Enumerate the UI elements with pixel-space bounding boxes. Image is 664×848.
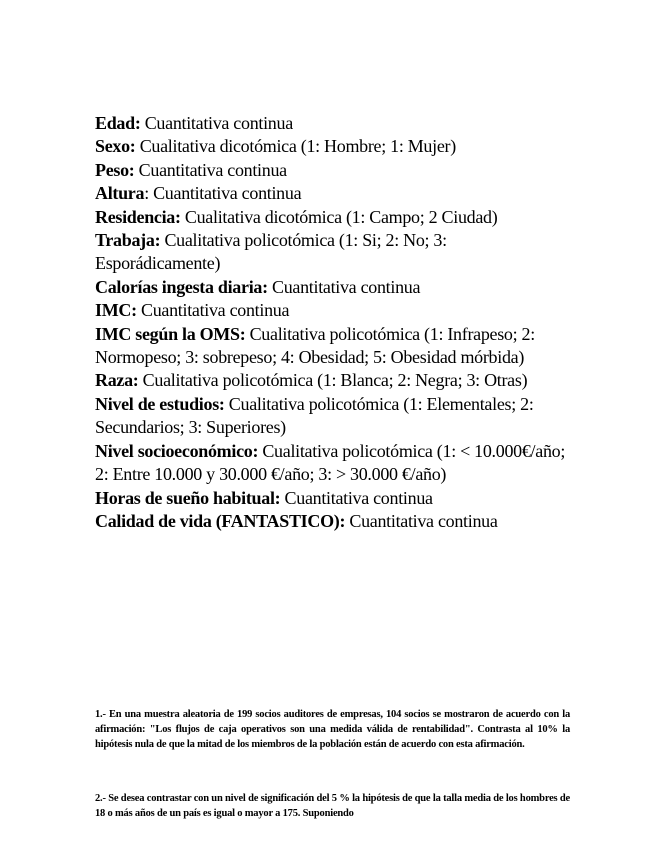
variable-description: Cualitativa policotómica (1: Elementales; 2: Secundarios; 3: Superiores) <box>95 393 534 438</box>
variable-name: Horas de sueño habitual: <box>95 487 281 508</box>
variable-name: Sexo: <box>95 136 136 157</box>
variable-description: : Cuantitativa continua <box>144 183 302 204</box>
variable-item <box>95 276 573 299</box>
variable-item <box>95 440 573 487</box>
variable-description: Cuantitativa continua <box>345 510 498 531</box>
variable-item <box>95 487 573 510</box>
variable-description: Cualitativa policotómica (1: Si; 2: No; 3: Esporádicamente) <box>95 230 447 274</box>
variable-description: Cualitativa policotómica (1: Blanca; 2: Negra; 3: Otras) <box>138 370 528 391</box>
variable-description: Cuantitativa continua <box>280 487 433 508</box>
variable-name: Raza: <box>95 370 139 391</box>
variable-item <box>95 182 573 205</box>
variable-name: IMC: <box>95 300 137 321</box>
variable-item <box>95 112 573 135</box>
variable-name: IMC según la OMS: <box>95 323 246 344</box>
variable-item <box>95 229 573 276</box>
variable-description: Cualitativa dicotómica (1: Campo; 2 Ciudad) <box>180 206 498 227</box>
variable-name: Altura <box>95 183 145 204</box>
variable-name: Calidad de vida (FANTASTICO): <box>95 510 346 531</box>
variable-name: Edad: <box>95 113 141 133</box>
variable-name: Nivel de estudios: <box>95 393 225 414</box>
variable-name: Residencia: <box>95 206 181 227</box>
variable-item <box>95 393 573 440</box>
variable-description: Cuantitativa continua <box>267 276 421 297</box>
variable-item <box>95 159 573 182</box>
variable-list <box>95 112 573 533</box>
variable-item <box>95 323 573 370</box>
variable-item <box>95 369 573 392</box>
variable-item <box>95 206 573 229</box>
variable-item <box>95 510 573 533</box>
variable-description: Cualitativa policotómica (1: < 10.000€/año; 2: Entre 10.000 y 30.000 €/año; 3: > 30.000 €/año) <box>95 440 566 485</box>
variable-item <box>95 299 573 322</box>
variable-name: Trabaja: <box>95 230 161 251</box>
exercise-1-text: 1.- En una muestra aleatoria de 199 socios auditores de empresas, 104 socios se mostraron de acuerdo con la afirmación: "Los flujos de caja operativos son una medida válida de rentabilidad". Contrasta al 10% la hipótesis nula de que la mitad de los miembros de la población están de acuerdo con esta afirmación. <box>95 708 570 750</box>
variable-name: Calorías ingesta diaria: <box>95 276 268 297</box>
variable-name: Nivel socioeconómico: <box>95 440 259 461</box>
exercise-2-text: 2.- Se desea contrastar con un nivel de significación del 5 % la hipótesis de que la talla media de los hombres de 18 o más años de un país es igual o mayor a 175. Suponiendo <box>95 792 570 819</box>
variable-description: Cuantitativa continua <box>140 113 293 133</box>
variable-item <box>95 135 573 158</box>
variable-description: Cuantitativa continua <box>136 300 290 321</box>
variable-name: Peso: <box>95 159 135 180</box>
variable-description: Cualitativa dicotómica (1: Hombre; 1: Mujer) <box>135 136 456 157</box>
variable-description: Cualitativa policotómica (1: Infrapeso; 2: Normopeso; 3: sobrepeso; 4: Obesidad; 5: Obesidad mórbida) <box>95 323 535 368</box>
variable-description: Cuantitativa continua <box>134 159 287 180</box>
